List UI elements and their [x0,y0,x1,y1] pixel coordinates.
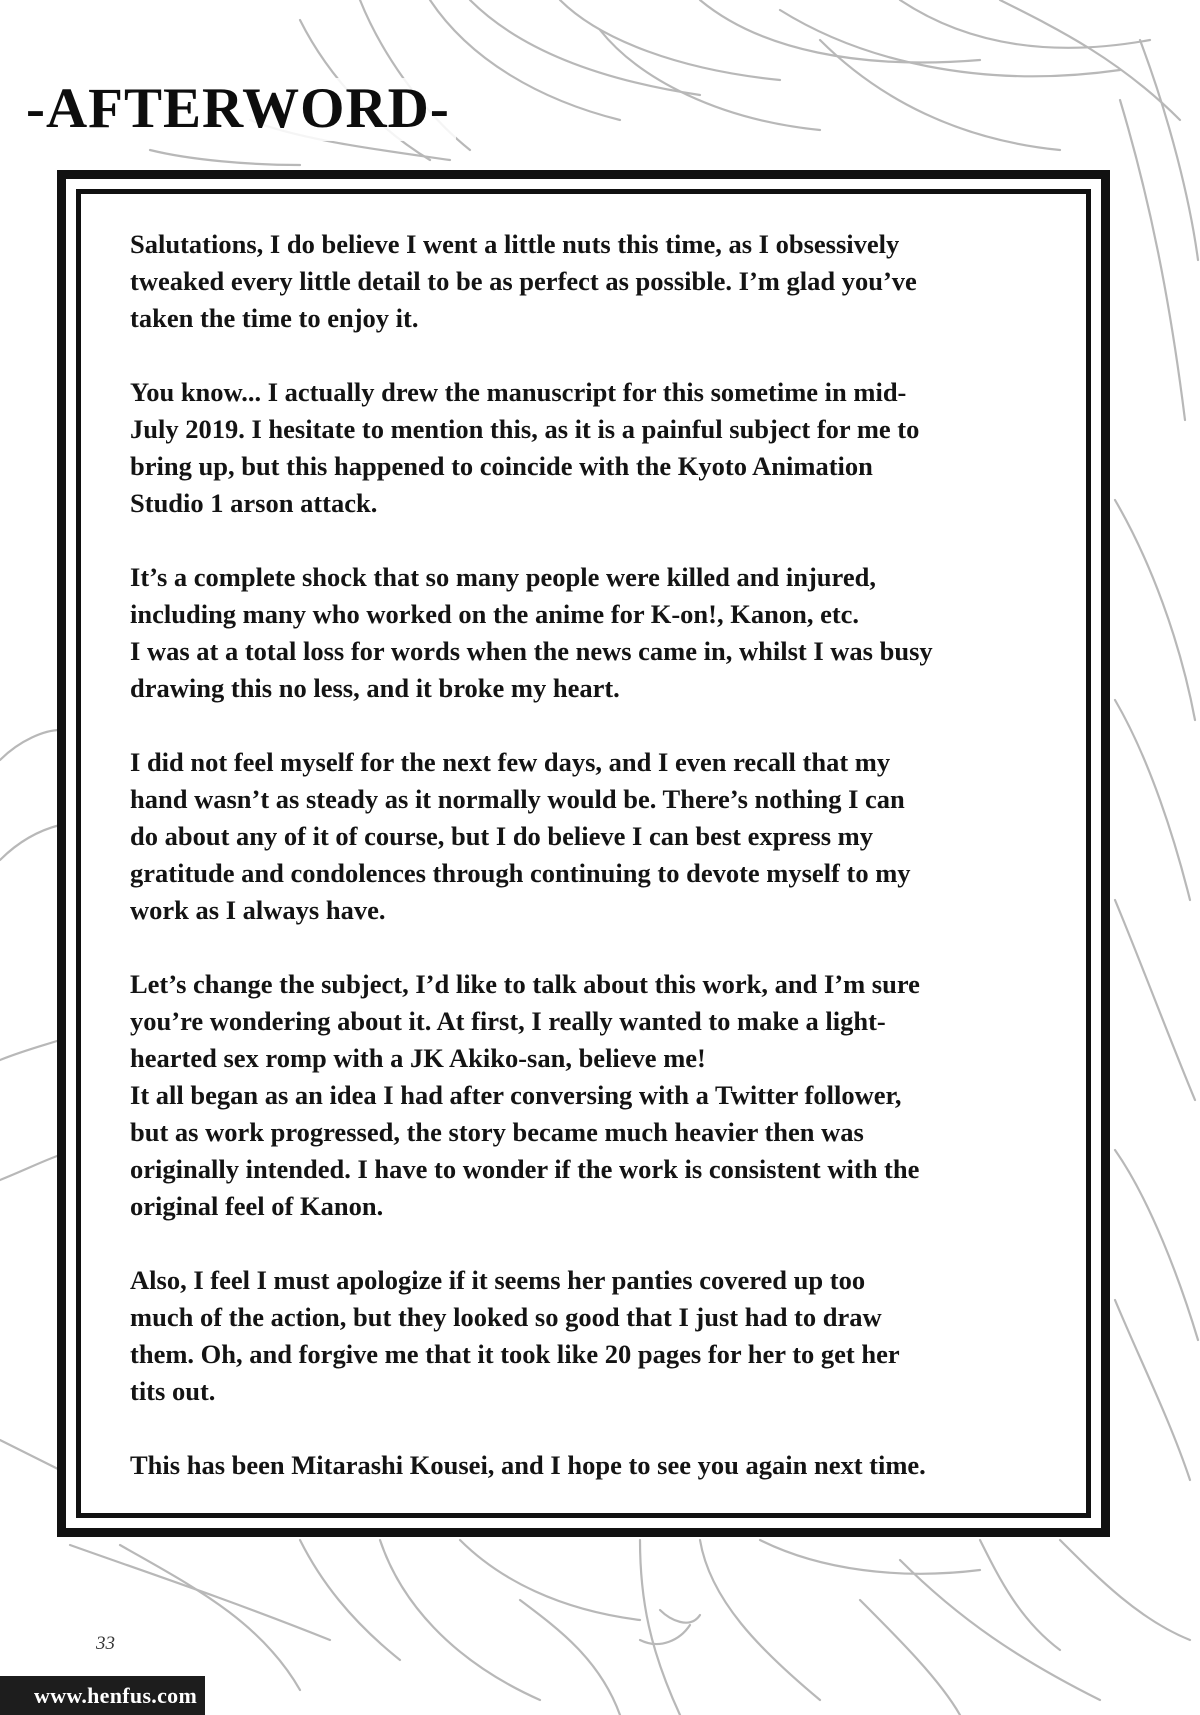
watermark-text: www.henfus.com [34,1682,198,1708]
afterword-outer-frame [57,170,1110,1537]
watermark-banner [0,1676,205,1715]
afterword-paragraph: This has been Mitarashi Kousei, and I hope to see you again next time. [130,1450,926,1480]
afterword-body [130,226,1090,1521]
page-number: 33 [96,1633,115,1654]
afterword-inner-frame [76,189,1091,1518]
page-title: -AFTERWORD- [22,78,456,141]
afterword-paragraph: Let’s change the subject, I’d like to talk about this work, and I’m sure you’re wondering about it. At first, I really wanted to make a light- hearted sex romp with a JK Akiko-san, believe me! It all began as an idea I had after conversing with a Twitter follower, but as work progressed, the story became much heavier then was originally intended. I have to wonder if the work is consistent with the original feel of Kanon. [130,969,920,1221]
afterword-paragraph: You know... I actually drew the manuscript for this sometime in mid- July 2019. I hesitate to mention this, as it is a painful subject for me to bring up, but this happened to coincide with the Kyoto Animation Studio 1 arson attack. [130,377,920,518]
afterword-paragraph: Salutations, I do believe I went a little nuts this time, as I obsessively tweaked every little detail to be as perfect as possible. I’m glad you’ve taken the time to enjoy it. [130,229,917,333]
afterword-paragraph: It’s a complete shock that so many people were killed and injured, including many who worked on the anime for K-on!, Kanon, etc. I was at a total loss for words when the news came in, whilst I was busy drawing this no less, and it broke my heart. [130,562,933,703]
afterword-paragraph: I did not feel myself for the next few days, and I even recall that my hand wasn’t as steady as it normally would be. There’s nothing I can do about any of it of course, but I do believe I can best express my gratitude and condolences through continuing to devote myself to my work as I always have. [130,747,911,925]
afterword-paragraph: Also, I feel I must apologize if it seems her panties covered up too much of the action, but they looked so good that I just had to draw them. Oh, and forgive me that it took like 20 pages for her to get her tits out. [130,1265,900,1406]
